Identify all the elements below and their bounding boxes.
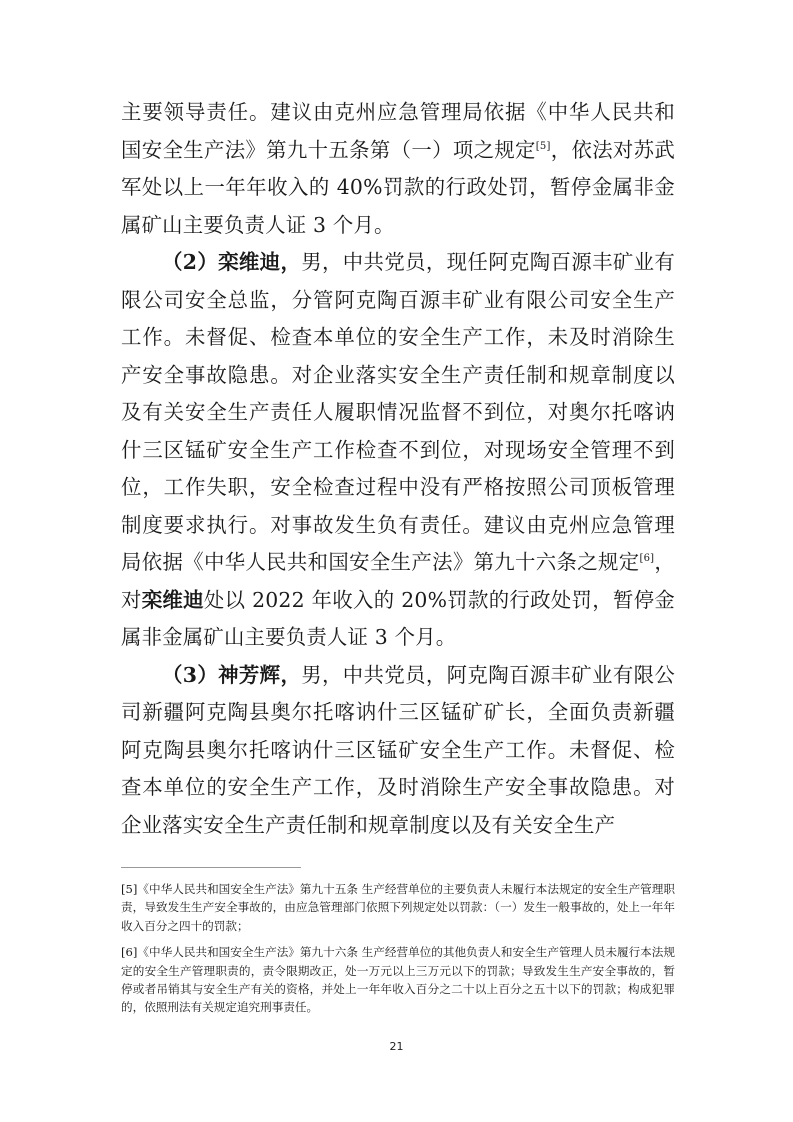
- footnote-ref-6[interactable]: [6]: [639, 553, 655, 565]
- footnote-5: [5]《中华人民共和国安全生产法》第九十五条 生产经营单位的主要负责人未履行本法规定的安全生产管理职责，导致发生生产安全事故的，由应急管理部门依照下列规定处以罚款：（一）发生一般事故的，处上一年年收入百分之四十的罚款；: [121, 882, 675, 933]
- paragraph-1: 主要领导责任。建议由克州应急管理局依据《中华人民共和国安全生产法》第九十五条第（一）项之规定[5]，依法对苏武军处以上一年年收入的 40%罚款的行政处罚，暂停金属非金属矿山主要负责人证 3 个月。: [121, 100, 675, 237]
- footnote-6: [6]《中华人民共和国安全生产法》第九十六条 生产经营单位的其他负责人和安全生产管理人员未履行本法规定的安全生产管理职责的，责令限期改正，处一万元以上三万元以下的罚款；导致发生生产安全事故的，暂停或者吊销其与安全生产有关的资格，并处上一年年收入百分之二十以上百分之五十以下的罚款；构成犯罪的，依照刑法有关规定追究刑事责任。: [121, 945, 675, 1015]
- page-number: 21: [389, 1040, 404, 1053]
- body-text: [121, 94, 675, 844]
- paragraph-2: （2）栾维迪，男，中共党员，现任阿克陶百源丰矿业有限公司安全总监，分管阿克陶百源丰矿业有限公司安全生产工作。未督促、检查本单位的安全生产工作，未及时消除生产安全事故隐患。对企业落实安全生产责任制和规章制度以及有关安全生产责任人履职情况监督不到位，对奥尔托喀讷什三区锰矿安全生产工作检查不到位，对现场安全管理不到位，工作失职，安全检查过程中没有严格按照公司顶板管理制度要求执行。对事故发生负有责任。建议由克州应急管理局依据《中华人民共和国安全生产法》第九十六条之规定[6]，对栾维迪处以 2022 年收入的 20%罚款的行政处罚，暂停金属非金属矿山主要负责人证 3 个月。: [121, 250, 676, 649]
- paragraph-3: （3）神芳辉，男，中共党员，阿克陶百源丰矿业有限公司新疆阿克陶县奥尔托喀讷什三区锰矿矿长，全面负责新疆阿克陶县奥尔托喀讷什三区锰矿安全生产工作。未督促、检查本单位的安全生产工作，及时消除生产安全事故隐患。对企业落实安全生产责任制和规章制度以及有关安全生产: [121, 662, 675, 837]
- person-name-2: 栾维迪: [141, 587, 204, 612]
- footnotes: [121, 880, 675, 1025]
- footnote-divider: [121, 867, 301, 868]
- person-label-2: （2）栾维迪，: [162, 250, 302, 274]
- footnote-ref-5[interactable]: [5]: [535, 140, 551, 152]
- person-label-3: （3）神芳辉，: [162, 662, 302, 687]
